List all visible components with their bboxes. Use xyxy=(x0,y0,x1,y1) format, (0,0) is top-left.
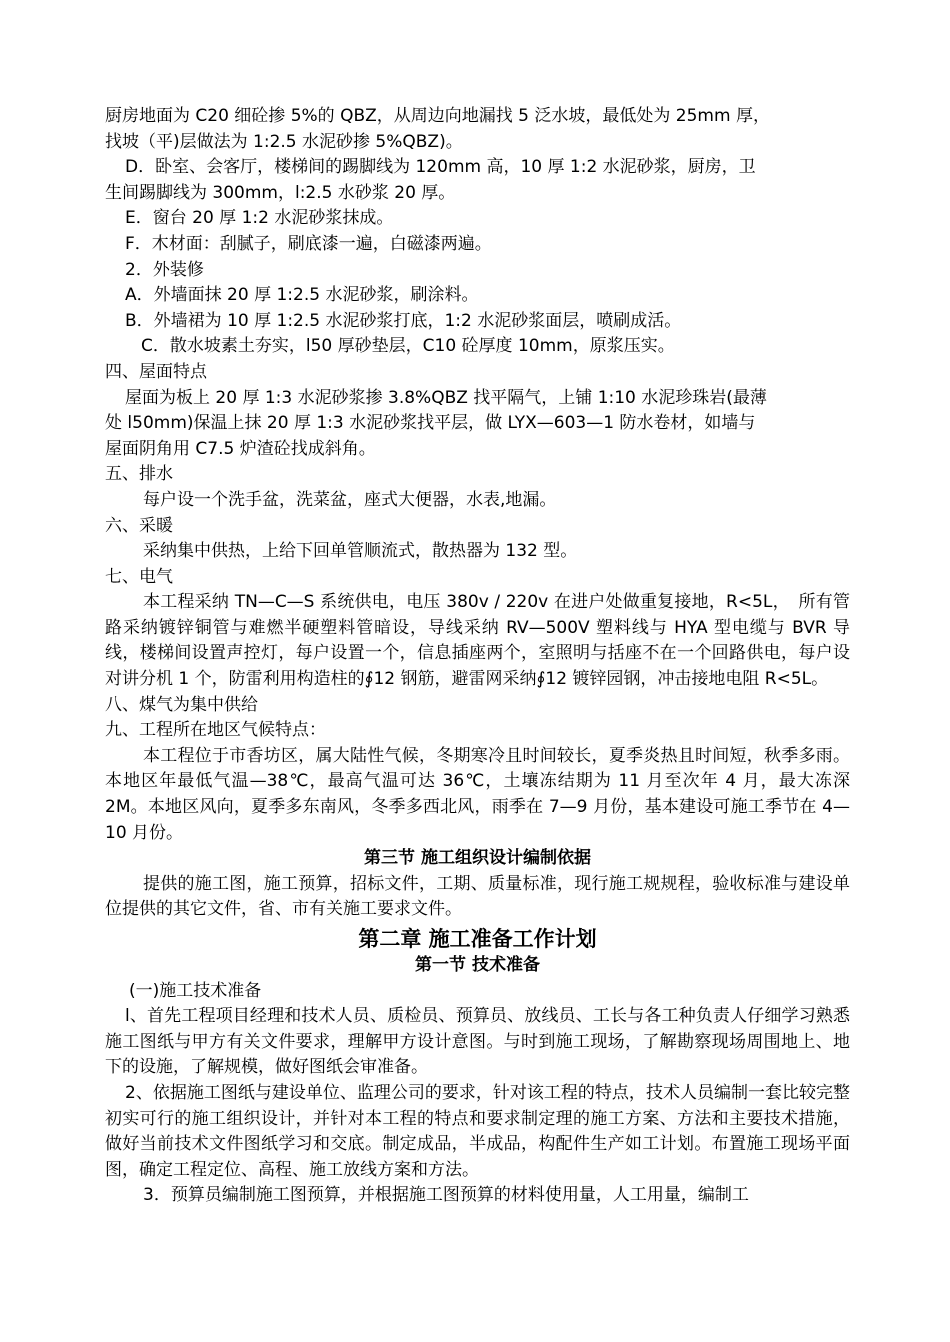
section-heading: 四、屋面特点 xyxy=(105,361,207,382)
text-line: 2．外装修 xyxy=(125,259,204,280)
tech-paragraph-1: l、首先工程项目经理和技术人员、质检员、预算员、放线员、工长与各工种负责人仔细学习熟悉施工图纸与甲方有关文件要求，理解甲方设计意图。与时到施工现场，了解勘察现场周围地上、地下的设施，了解规模，做好图纸会审准备。 xyxy=(105,1006,850,1078)
tech-paragraph-2: 2、依据施工图纸与建设单位、监理公司的要求，针对该工程的特点，技术人员编制一套比较完整初实可行的施工组织设计，并针对本工程的特点和要求制定理的施工方案、方法和主要技术措施，做好当前技术文件图纸学习和交底。制定成品，半成品，构配件生产如工计划。布置施工现场平面图，确定工程定位、高程、施工放线方案和方法。 xyxy=(105,1082,850,1180)
text-line: 生间踢脚线为 300mm，l:2.5 水砂浆 20 厚。 xyxy=(105,182,456,203)
tech-paragraph-3: 3．预算员编制施工图预算，并根据施工图预算的材料使用量，人工用量，编制工 xyxy=(143,1185,749,1206)
basis-paragraph: 提供的施工图，施工预算，招标文件，工期、质量标准，现行施工规规程，验收标准与建设单位提供的其它文件，省、市有关施工要求文件。 xyxy=(105,873,850,920)
electrical-paragraph: 本工程采纳 TN—C—S 系统供电，电压 380v / 220v 在进户处做重复接地，R<5L， 所有管路采纳镀锌铜管与难燃半硬塑料管暗设，导线采纳 RV—500V 塑料线与 HYA 型电缆与 BVR 导线，楼梯间设置声控灯，每户设置一个，信息插座两个，室照明与括座不在一个回路供电，每户设对讲分机 1 个，防雷利用构造柱的∮12 钢筋，避雷网采纳∮12 镀锌园钢，冲击接地电阻 R<5L。 xyxy=(105,592,850,690)
text-line: C．散水坡素土夯实，l50 厚砂垫层，C10 砼厚度 10mm，原浆压实。 xyxy=(141,336,675,357)
section-heading: 五、排水 xyxy=(105,464,173,485)
text-line: D．卧室、会客厅，楼梯间的踢脚线为 120mm 高，10 厚 1:2 水泥砂浆，厨房，卫 xyxy=(125,157,756,178)
text-line: 屋面阴角用 C7.5 炉渣砼找成斜角。 xyxy=(105,438,376,459)
text-line: 厨房地面为 C20 细砼掺 5%的 QBZ，从周边向地漏找 5 泛水坡，最低处为 25mm 厚， xyxy=(105,106,770,126)
chapter-title: 第二章 施工准备工作计划 xyxy=(358,927,597,951)
section-heading: 八、煤气为集中供给 xyxy=(105,694,258,715)
climate-paragraph: 本工程位于市香坊区，属大陆性气候，冬期寒冷且时间较长，夏季炎热且时间短，秋季多雨。本地区年最低气温—38℃，最高气温可达 36℃，土壤冻结期为 11 月至次年 4 月，最大冻深 2M。本地区风向，夏季多东南风，冬季多西北风，雨季在 7—9 月份，基本建设可施工季节在 4—10 月份。 xyxy=(105,745,850,843)
text-line: 采纳集中供热，上给下回单管顺流式，散热器为 132 型。 xyxy=(143,541,578,562)
text-line: A．外墙面抹 20 厚 1:2.5 水泥砂浆，刷涂料。 xyxy=(125,285,479,306)
text-line: E．窗台 20 厚 1:2 水泥砂浆抹成。 xyxy=(125,208,394,229)
text-line: 每户设一个洗手盆，洗菜盆，座式大便器，水表,地漏。 xyxy=(143,489,557,510)
section-heading: 七、电气 xyxy=(105,566,173,587)
subsection-heading: (一)施工技术准备 xyxy=(129,980,262,1001)
section-heading: 九、工程所在地区气候特点： xyxy=(105,720,326,741)
text-line: 找坡（平)层做法为 1:2.5 水泥砂掺 5%QBZ)。 xyxy=(105,131,463,152)
text-line: 处 l50mm)保温上抹 20 厚 1:3 水泥砂浆找平层，做 LYX—603—1 防水卷材，如墙与 xyxy=(105,413,756,434)
text-line: 屋面为板上 20 厚 1:3 水泥砂浆掺 3.8%QBZ 找平隔气，上铺 1:10 水泥珍珠岩(最薄 xyxy=(125,387,767,408)
section-heading: 六、采暖 xyxy=(105,515,173,536)
document-page xyxy=(105,104,850,1209)
section-title: 第一节 技术准备 xyxy=(415,955,540,975)
section-title: 第三节 施工组织设计编制依据 xyxy=(364,848,591,869)
text-line: F．木材面：刮腻子，刷底漆一遍，白磁漆两遍。 xyxy=(125,233,492,254)
text-line: B．外墙裙为 10 厚 1:2.5 水泥砂浆打底，1:2 水泥砂浆面层，喷刷成活。 xyxy=(125,310,682,331)
